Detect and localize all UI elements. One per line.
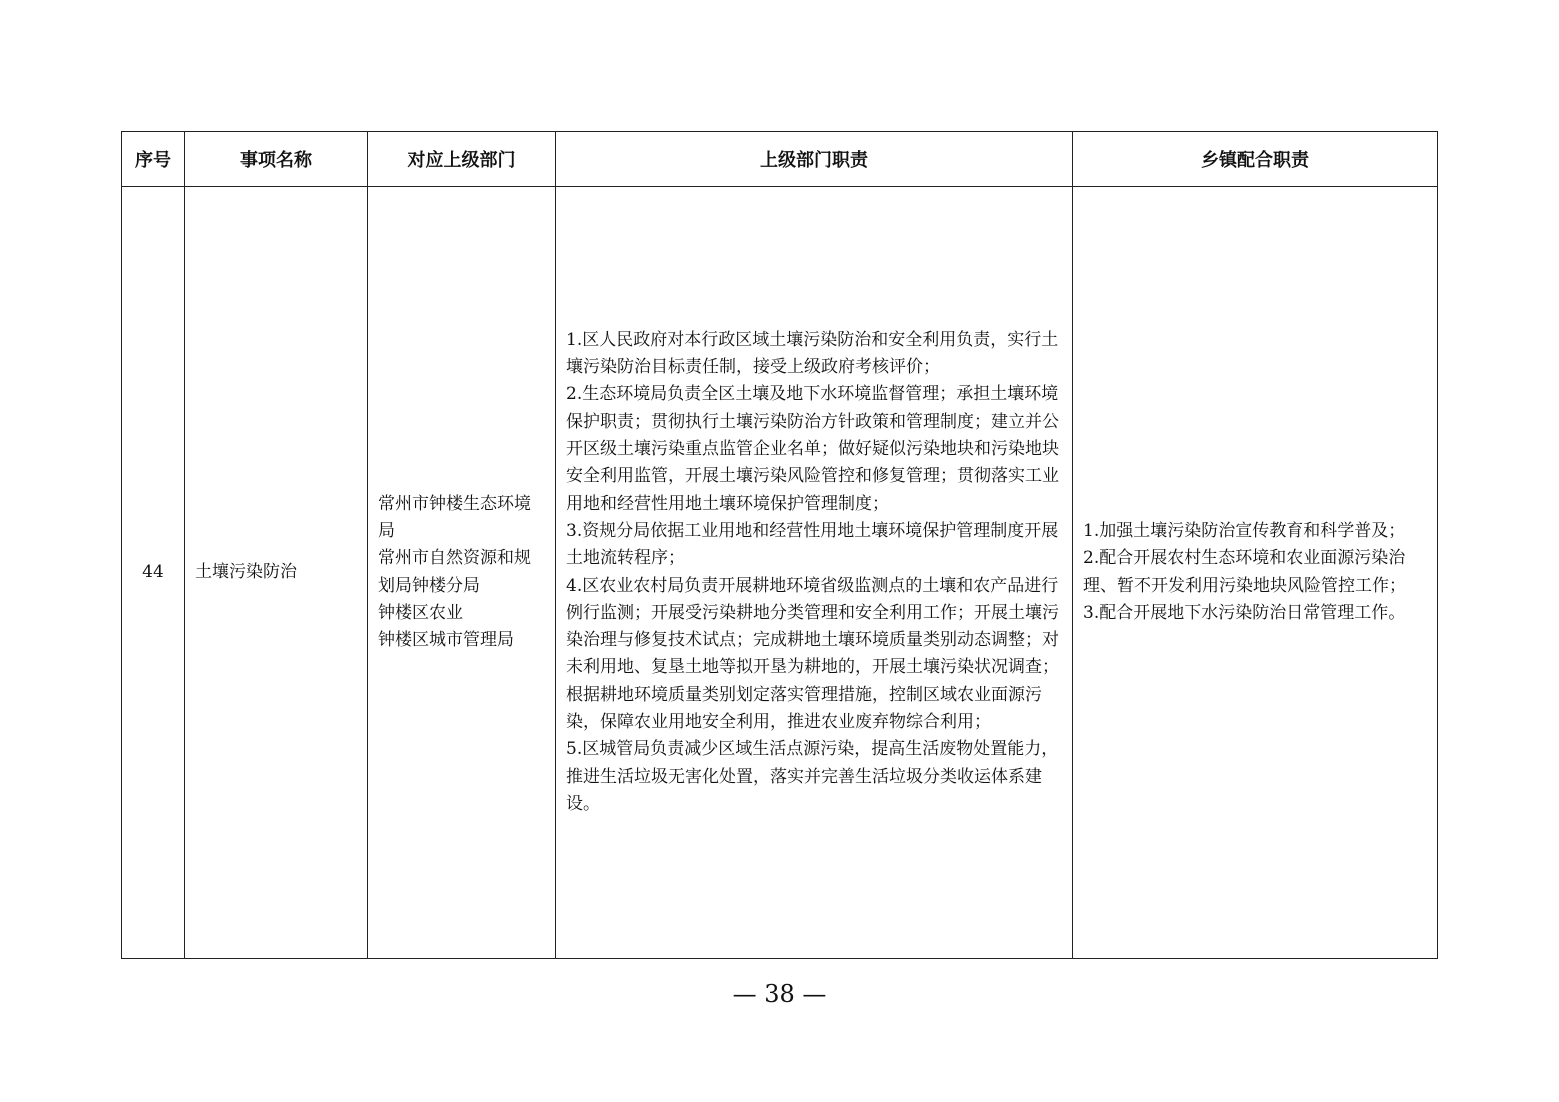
- table-header-row: [122, 132, 1438, 187]
- header-item-name: 事项名称: [185, 132, 368, 187]
- cell-item-name: 土壤污染防治: [185, 187, 368, 959]
- table-row: [122, 187, 1438, 959]
- header-superior-department: 对应上级部门: [368, 132, 556, 187]
- page-number: — 38 —: [732, 980, 827, 1008]
- header-superior-duties: 上级部门职责: [556, 132, 1073, 187]
- header-serial-number: 序号: [122, 132, 185, 187]
- duty-table: [121, 131, 1438, 959]
- cell-superior-duties: 1.区人民政府对本行政区域土壤污染防治和安全利用负责，实行土壤污染防治目标责任制，接受上级政府考核评价； 2.生态环境局负责全区土壤及地下水环境监督管理；承担土壤环境保护职责；贯彻执行土壤污染防治方针政策和管理制度；建立并公开区级土壤污染重点监管企业名单；做好疑似污染地块和污染地块安全利用监管，开展土壤污染风险管控和修复管理；贯彻落实工业用地和经营性用地土壤环境保护管理制度； 3.资规分局依据工业用地和经营性用地土壤环境保护管理制度开展土地流转程序； 4.区农业农村局负责开展耕地环境省级监测点的土壤和农产品进行例行监测；开展受污染耕地分类管理和安全利用工作；开展土壤污染治理与修复技术试点；完成耕地土壤环境质量类别动态调整；对未利用地、复垦土地等拟开垦为耕地的，开展土壤污染状况调查；根据耕地环境质量类别划定落实管理措施，控制区域农业面源污染，保障农业用地安全利用，推进农业废弃物综合利用； 5.区城管局负责减少区域生活点源污染，提高生活废物处置能力，推进生活垃圾无害化处置，落实并完善生活垃圾分类收运体系建设。: [556, 187, 1073, 959]
- cell-serial-number: 44: [122, 187, 185, 959]
- cell-superior-department: 常州市钟楼生态环境局 常州市自然资源和规划局钟楼分局 钟楼区农业 钟楼区城市管理局: [368, 187, 556, 959]
- header-township-duties: 乡镇配合职责: [1073, 132, 1438, 187]
- cell-township-duties: 1.加强土壤污染防治宣传教育和科学普及； 2.配合开展农村生态环境和农业面源污染治理、暂不开发利用污染地块风险管控工作； 3.配合开展地下水污染防治日常管理工作。: [1073, 187, 1438, 959]
